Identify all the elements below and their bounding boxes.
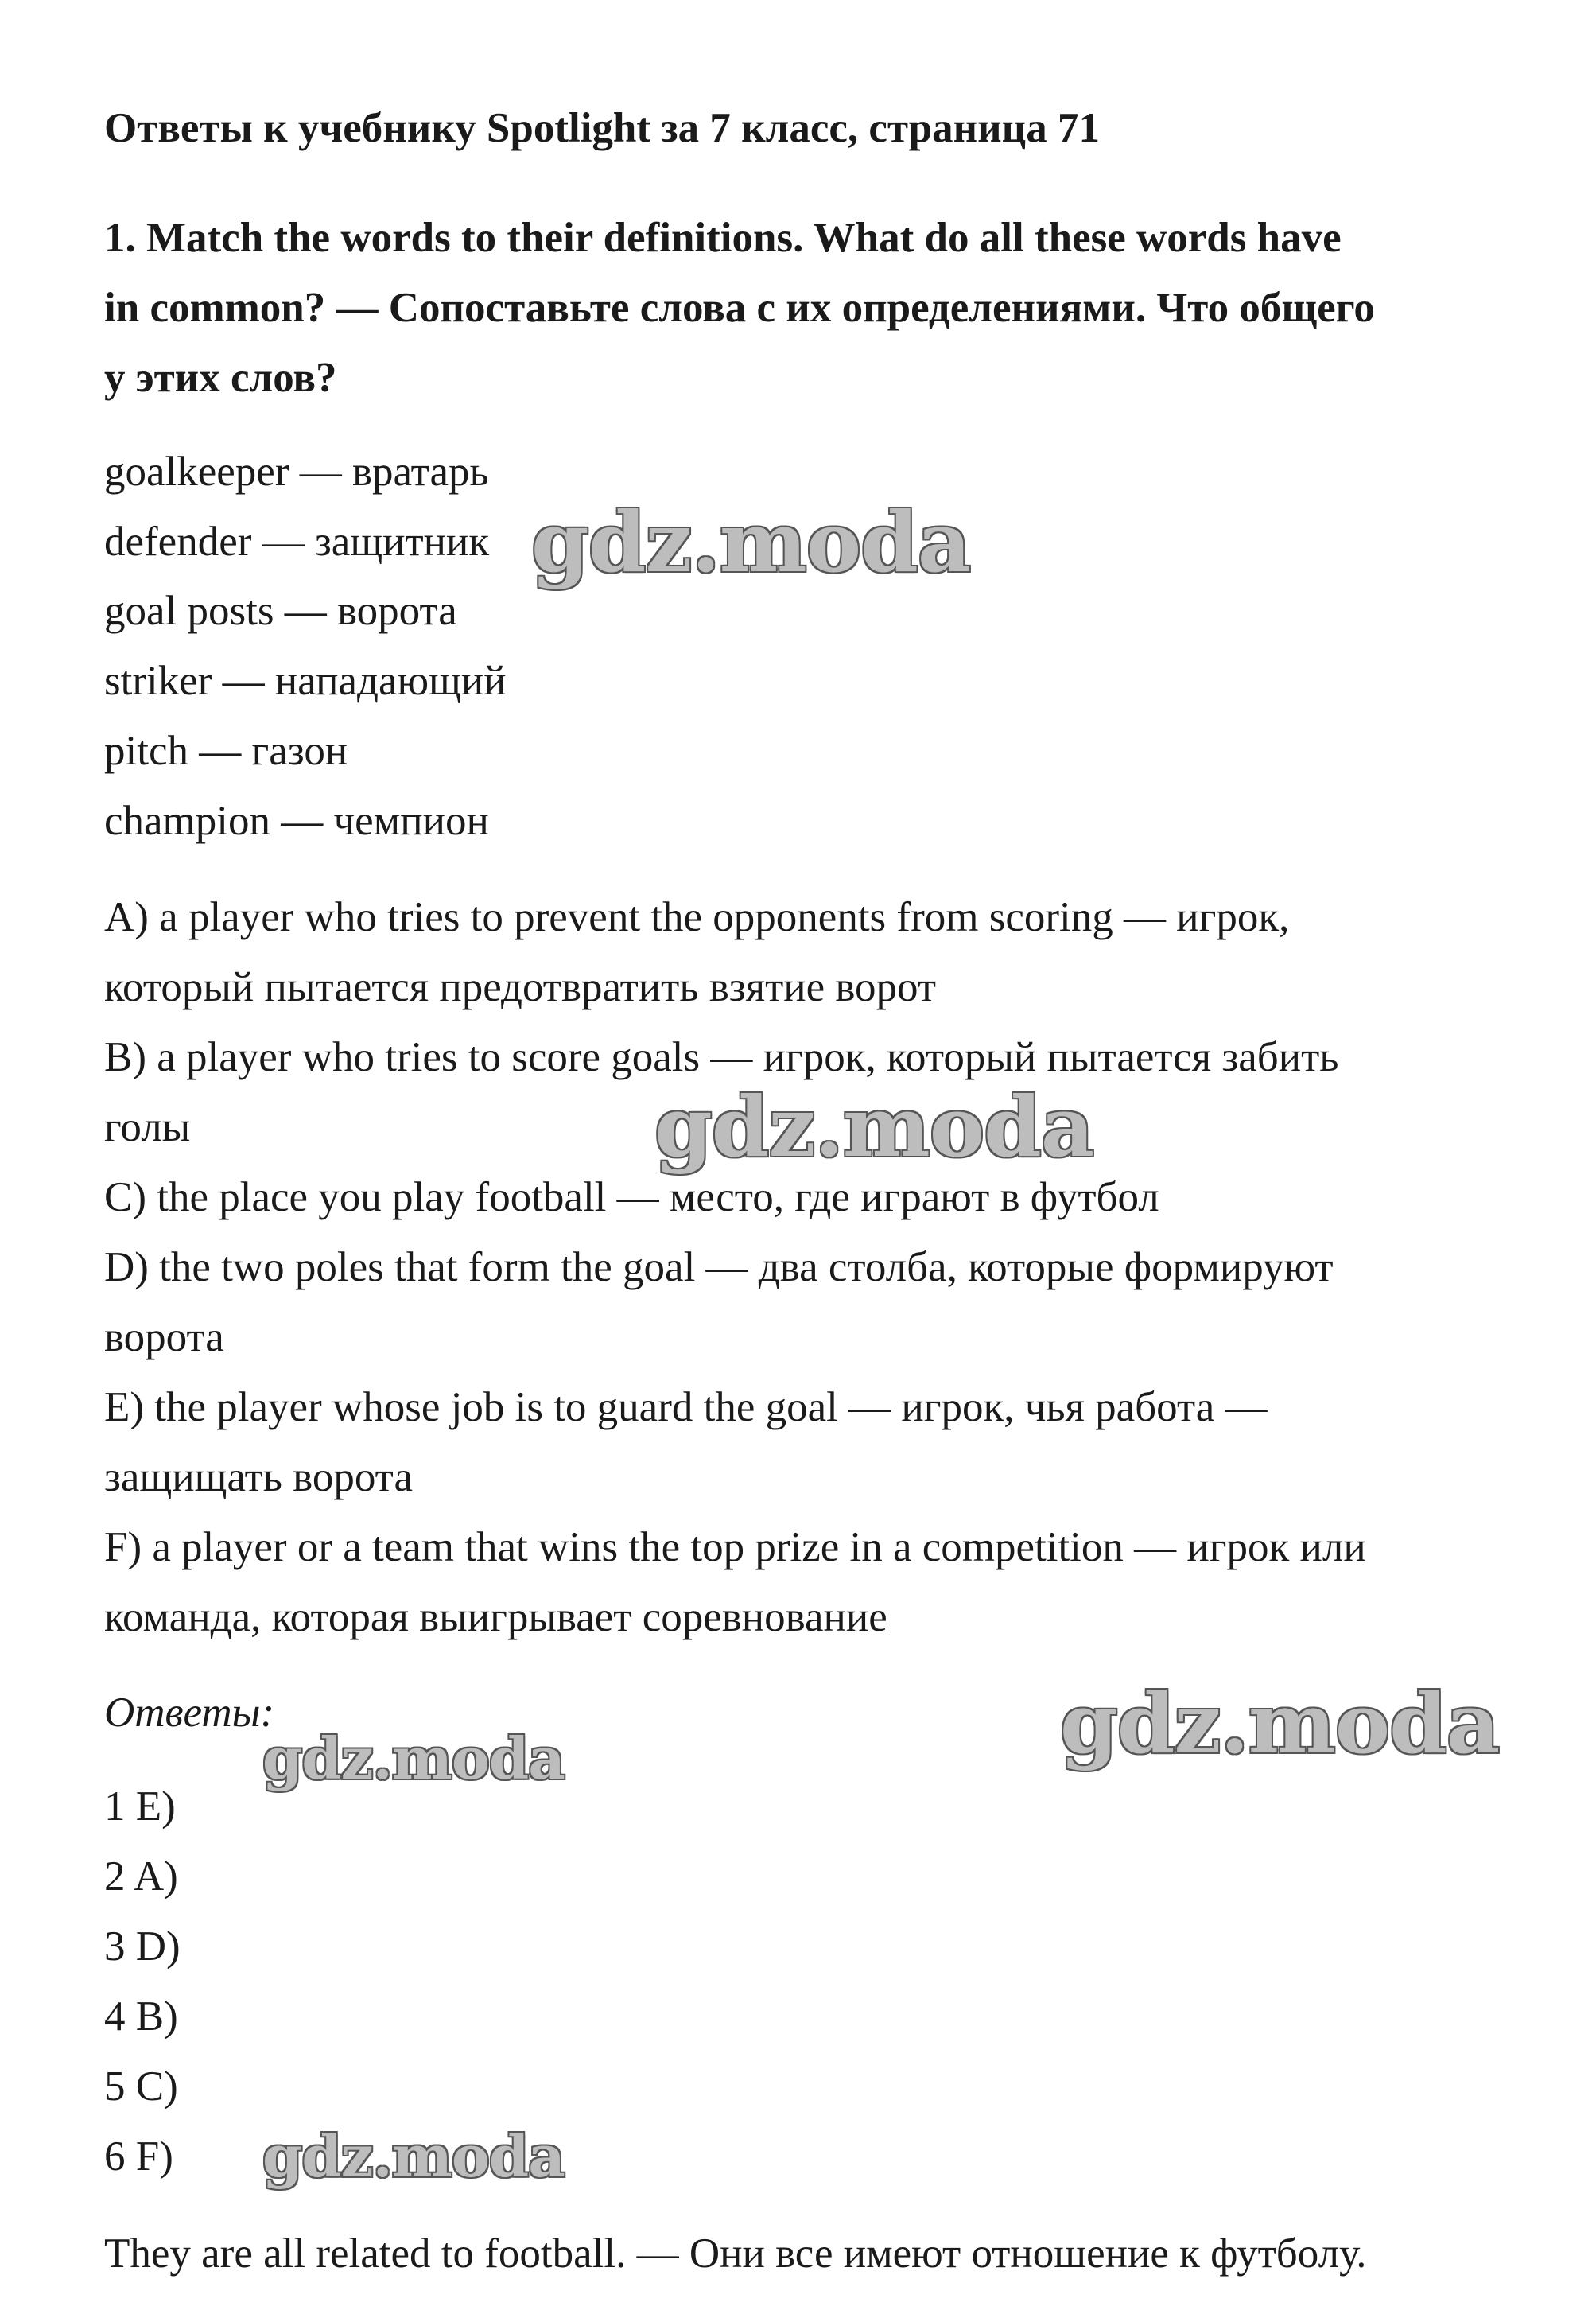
word-item: striker — нападающий: [104, 658, 507, 704]
definition-line: команда, которая выигрывает соревнование: [104, 1594, 887, 1640]
answers-label: Ответы:: [104, 1690, 275, 1736]
answer-item: 5 C): [104, 2063, 178, 2110]
word-item: champion — чемпион: [104, 798, 489, 844]
word-item: goalkeeper — вратарь: [104, 449, 489, 495]
page-title: Ответы к учебнику Spotlight за 7 класс, страница 71: [104, 105, 1100, 151]
answer-item: 6 F): [104, 2133, 173, 2180]
conclusion-text: They are all related to football. — Они все имеют отношение к футболу.: [104, 2230, 1367, 2277]
answer-item: 3 D): [104, 1923, 181, 1970]
watermark-logo: gdz.moda: [262, 1725, 565, 1792]
task-heading-line: in common? — Сопоставьте слова с их определениями. Что общего: [104, 285, 1375, 331]
watermark-logo: gdz.moda: [654, 1078, 1094, 1176]
definition-line: голы: [104, 1104, 191, 1150]
watermark-logo: gdz.moda: [1060, 1674, 1500, 1772]
definition-line: A) a player who tries to prevent the opponents from scoring — игрок,: [104, 894, 1290, 940]
word-item: pitch — газон: [104, 728, 348, 774]
answer-item: 4 B): [104, 1993, 178, 2040]
definition-line: ворота: [104, 1314, 224, 1360]
word-item: goal posts — ворота: [104, 588, 457, 634]
definition-line: который пытается предотвратить взятие ворот: [104, 964, 936, 1010]
task-heading-line: 1. Match the words to their definitions. What do all these words have: [104, 215, 1342, 261]
watermark-logo: gdz.moda: [262, 2122, 565, 2190]
definition-line: E) the player whose job is to guard the goal — игрок, чья работа —: [104, 1384, 1268, 1430]
definition-line: D) the two poles that form the goal — два столба, которые формируют: [104, 1244, 1334, 1290]
word-item: defender — защитник: [104, 519, 490, 565]
answer-item: 2 A): [104, 1853, 178, 1900]
definition-line: C) the place you play football — место, где играют в футбол: [104, 1174, 1159, 1220]
definition-line: защищать ворота: [104, 1454, 413, 1500]
definition-line: B) a player who tries to score goals — игрок, который пытается забить: [104, 1034, 1339, 1080]
watermark-logo: gdz.moda: [531, 493, 971, 591]
definition-line: F) a player or a team that wins the top prize in a competition — игрок или: [104, 1524, 1366, 1570]
answer-item: 1 E): [104, 1783, 176, 1830]
task-heading-line: у этих слов?: [104, 355, 337, 401]
